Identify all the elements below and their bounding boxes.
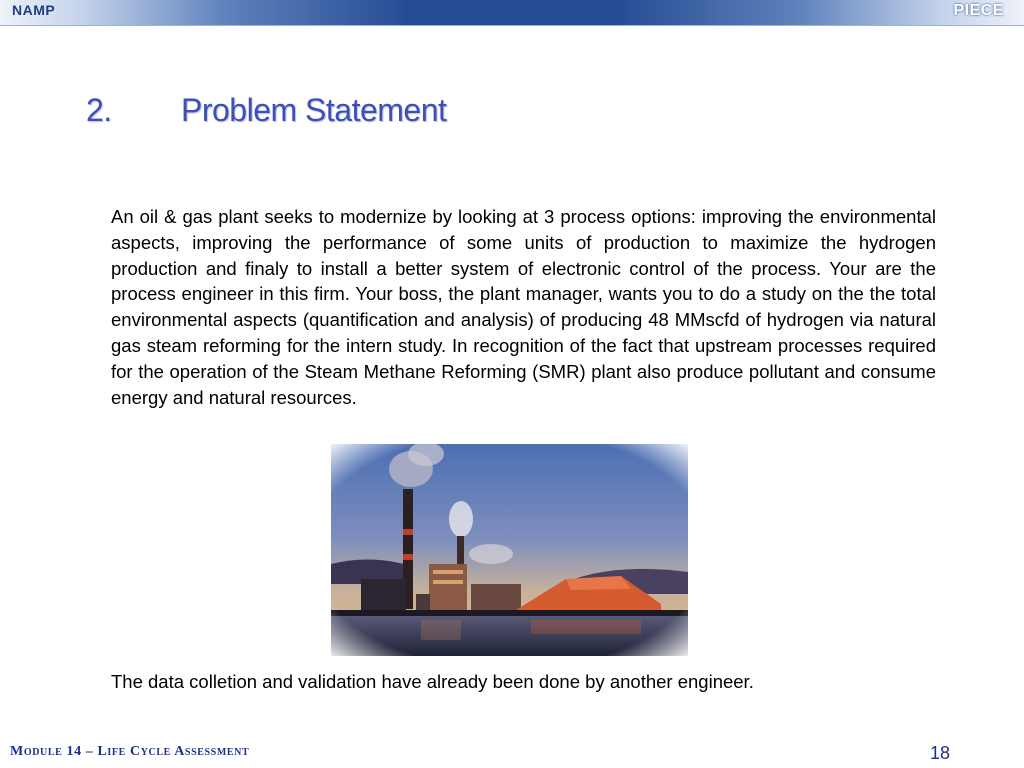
footer-module-label: Module 14 – Life Cycle Assessment	[10, 744, 250, 759]
industrial-plant-photo	[331, 444, 688, 656]
section-number: 2.	[86, 92, 112, 128]
footnote-text: The data colletion and validation have already been done by another engineer.	[111, 671, 754, 692]
page-number: 18	[929, 743, 950, 763]
header-bar	[0, 0, 1024, 26]
header-left-label: NAMP	[12, 2, 56, 18]
problem-statement-text: An oil & gas plant seeks to modernize by looking at 3 process options: improving the environmental aspects, improving the performance of some units of production to maximize the hydrogen production and finaly to install a better system of electronic control of the process. Your are the process engineer in this firm. Your boss, the plant manager, wants you to do a study on the the total environmental aspects (quantification and analysis) of producing 48 MMscfd of hydrogen via natural gas steam reforming for the intern study. In recognition of the fact that upstream processes required for the operation of the Steam Methane Reforming (SMR) plant also produce pollutant and consume energy and natural resources.	[111, 206, 936, 408]
header-right-label: PIECE	[953, 2, 1004, 19]
section-title: Problem Statement	[181, 92, 447, 128]
slide-title	[86, 92, 446, 129]
